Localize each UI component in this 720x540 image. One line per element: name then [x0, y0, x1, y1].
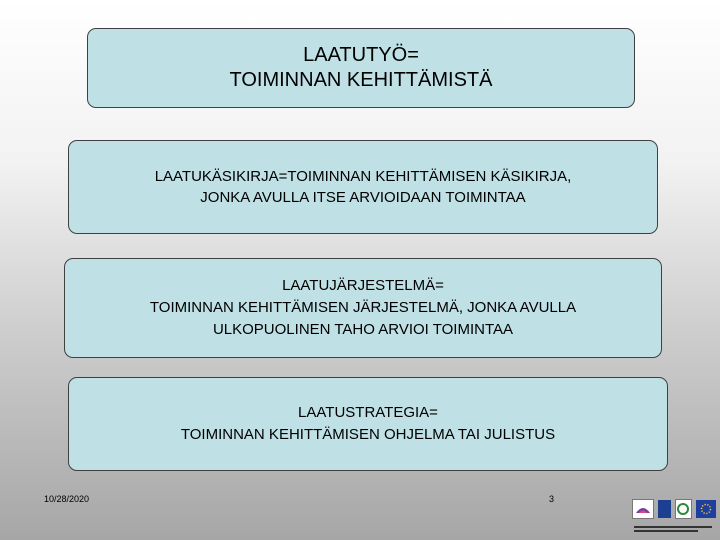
strategy-line-1: LAATUSTRATEGIA= [298, 404, 438, 421]
footer-date: 10/28/2020 [44, 494, 90, 504]
title-box [87, 28, 635, 108]
handbook-line-1: LAATUKÄSIKIRJA=TOIMINNAN KEHITTÄMISEN KÄSIKIRJA, [154, 168, 572, 185]
strategy-box [68, 377, 668, 471]
partner-logo-icon [632, 499, 654, 519]
system-box [64, 258, 662, 358]
system-line-3: ULKOPUOLINEN TAHO ARVIOI TOIMINTAA [212, 321, 514, 338]
strategy-line-2: TOIMINNAN KEHITTÄMISEN OHJELMA TAI JULISTUS [180, 426, 556, 443]
slide-number: 3 [549, 494, 555, 504]
logo-strip [632, 498, 716, 520]
handbook-box [68, 140, 658, 234]
handbook-line-2: JONKA AVULLA ITSE ARVIOIDAAN TOIMINTAA [200, 189, 526, 206]
logo-fineprint [634, 524, 716, 536]
eu-flag-icon [696, 500, 716, 518]
title-line-1: LAATUTYÖ= [303, 44, 419, 66]
system-line-1: LAATUJÄRJESTELMÄ= [282, 277, 444, 294]
circle-logo-icon [675, 499, 692, 519]
system-line-2: TOIMINNAN KEHITTÄMISEN JÄRJESTELMÄ, JONKA AVULLA [149, 299, 577, 316]
flag-logo-icon [658, 500, 671, 518]
title-line-2: TOIMINNAN KEHITTÄMISTÄ [229, 69, 493, 91]
